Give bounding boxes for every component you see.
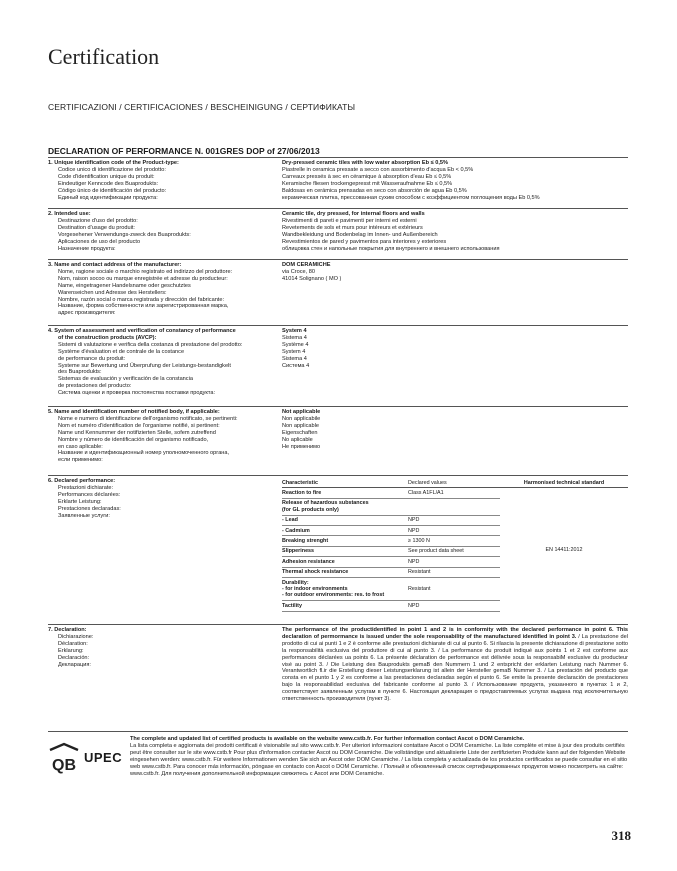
table-cell: NPD: [408, 515, 500, 525]
label: de performance du produit:: [58, 355, 126, 362]
section-6-labels: [48, 478, 273, 519]
divider: [48, 325, 628, 326]
section-7-text: [282, 627, 628, 703]
value: Sistema 4: [282, 334, 307, 341]
label: Nombre, razón social o marca registrada y dirección del fabricante:: [58, 296, 225, 303]
section-3-values: [282, 262, 628, 283]
divider: [48, 624, 628, 625]
footer-bold: The complete and updated list of certified products is available on the website www.cstb.fr. For further information contact Ascot o DOM Ceramiche.: [130, 736, 525, 742]
section-1-labels: [48, 160, 273, 201]
section-5-values: [282, 409, 628, 450]
table-cell: See product data sheet: [408, 546, 500, 556]
section-2-values: [282, 211, 628, 252]
label: Systeme sur Bewertung und Überprufung der Leistungs-bestandigkelt: [58, 362, 231, 369]
label: Prestaciones declaradas:: [58, 505, 121, 512]
value: 41014 Solignano ( MO ): [282, 275, 342, 282]
value: Non applicabile: [282, 415, 321, 422]
label: Aplicaciones de uso del producto: [58, 238, 141, 245]
label: Nom, raison socoo ou marque enregistrée et adresse du producteur:: [58, 275, 228, 282]
label: Erklarte Leistung:: [58, 498, 102, 505]
label: Déclaration:: [58, 640, 88, 647]
value: Eigenschaften: [282, 429, 318, 436]
label: 2. Intended use:: [48, 211, 91, 217]
label: Código único de identificación del producto:: [58, 187, 167, 194]
upec-logo: UPEC: [84, 750, 123, 765]
label: Название и идентификационный номер уполномоченного органа,: [58, 450, 230, 457]
label: Nome, ragione sociale o marchio registrato ed indirizzo del produttore:: [58, 268, 233, 275]
section-4: [48, 328, 628, 402]
section-1: [48, 160, 628, 206]
table-cell: NPD: [408, 601, 500, 611]
value: Ceramic tile, dry pressed, for internal floors and walls: [282, 211, 425, 217]
label: адрес производителя:: [58, 310, 116, 317]
label: 3. Name and contact address of the manufacturer:: [48, 262, 182, 268]
label: Warenseichen und Adresse des Herstellers:: [58, 289, 167, 296]
value: Dry-pressed ceramic tiles with low water absorption Eb ≤ 0,5%: [282, 160, 448, 166]
label: Name und Kennummer der notifizierten Stelle, sofem zutreffend: [58, 429, 216, 436]
label: Sistemas de evaluación y verificación de la constancia: [58, 376, 193, 383]
label: 6. Declared performance:: [48, 478, 116, 484]
label: des Buaprodukts:: [58, 369, 102, 376]
page-subtitle: CERTIFICAZIONI / CERTIFICACIONES / BESCHEINIGUNG / СЕРТИФИКАТЫ: [48, 102, 356, 112]
label: de prestaciones del producto:: [58, 383, 132, 390]
label: Prestazioni dichiarate:: [58, 484, 114, 491]
qb-logo-icon: [48, 742, 80, 774]
label: Sistemi di valutazione e verifica della costanza di prestazione del prodotto:: [58, 341, 243, 348]
value: Piastrelle in ceramica pressate a secco con assorbimento d'acqua Eb < 0,5%: [282, 166, 474, 173]
footer-text: La lista completa e aggiornata dei prodotti certificati è visionabile sul sito www.cstb.fr. Per ulteriori informazioni contattare Ascot o DOM Ceramiche. La liste complète et mise à jour des produits certifiés peut être consulter sur le site www.cstb.fr Pour plus d'information contacter Ascot ou DOM Ceramiche. Die vollständige und aktualisierte Liste der zertifizierten Produkte kann auf der folgenden Website eingesehen werden: www.cstb.fr. Für weitere Informationen wenden Sie sich an Ascot oder DOM Ceramiche. / La lista completa y actualizada de los productos certificados se puede consultar en el sitio web www.cstb.fr. Para conocer más información, póngase en contacto con Ascot o DOM Ceramiche. / Полный и обновленный список сертифицированных продуктов можно посмотреть на сайте: www.cstb.fr. Для получения дополнительной информации свяжитесь с Ascot или DOM Ceramiche.: [130, 742, 628, 777]
label: Единый код идентификации продукта:: [58, 194, 158, 201]
table-cell: Resistant: [408, 578, 500, 601]
label: Performances déclarées:: [58, 491, 121, 498]
label: Name, eingetragener Handelsname oder geschutztes: [58, 282, 191, 289]
page-number: 318: [611, 828, 631, 843]
value: Keramische fliesen trockengepresst mit Wasseraufnahme Eb ≤ 0,5%: [282, 180, 453, 187]
footer-note: [130, 736, 628, 777]
label: Declaración:: [58, 654, 90, 661]
value: Не применимо: [282, 443, 321, 450]
table-cell: [408, 498, 500, 515]
table-cell: Slipperiness: [282, 546, 408, 556]
table-cell: Release of hazardous substances (for GL products only): [282, 498, 408, 515]
label: 5. Name and identification number of notified body, if applicable:: [48, 409, 220, 415]
section-7-labels: [48, 627, 273, 668]
value: Sistema 4: [282, 355, 307, 362]
section-1-values: [282, 160, 628, 201]
value: Wandbekleidung und Bodenbelag im Innen- und Außenbereich: [282, 231, 438, 238]
value: облицовка стен и напольные покрытия для внутреннего и внешнего использования: [282, 245, 500, 252]
declaration-heading: DECLARATION OF PERFORMANCE N. 001GRES DOP of 27/06/2013: [48, 146, 320, 156]
value: Revetements de sols et murs pour intéreurs et extérieurs: [282, 224, 423, 231]
label: Nome e numero di identificazione dell'organismo notificato, se pertinenti:: [58, 415, 238, 422]
standard-cell: EN 14411:2012: [545, 546, 583, 553]
label: Destination d'usage du produit:: [58, 224, 135, 231]
label: Система оценки и проверка постоянства поставки продукта:: [58, 390, 216, 397]
value: Baldosas en cerámica prensadas en seco con absorción de agua Eb 0,5%: [282, 187, 467, 194]
value: System 4: [282, 328, 307, 334]
section-4-labels: [48, 328, 273, 397]
value: DOM CERAMICHE: [282, 262, 331, 268]
divider: [48, 475, 628, 476]
table-cell: NPD: [408, 526, 500, 536]
table-cell: Resistant: [408, 567, 500, 577]
label: Dichiarazione:: [58, 633, 94, 640]
table-cell: Breaking strenght: [282, 536, 408, 546]
label: 4. System of assessment and verification of constancy of performance: [48, 328, 236, 334]
section-3: [48, 262, 628, 322]
table-cell: NPD: [408, 557, 500, 567]
declaration-bold: The performance of the productidentified in point 1 and 2 is in conformity with the declared performance in point 6. This declaration of permormance is issued under the sole responsability of the manufactured identified in point 3.: [282, 627, 628, 640]
table-cell: Tactility: [282, 601, 408, 611]
divider: [48, 157, 628, 158]
table-row: [282, 488, 628, 498]
label: en caso aplicable:: [58, 443, 103, 450]
section-4-values: [282, 328, 628, 369]
value: Not applicable: [282, 409, 321, 415]
page-title: Certification: [48, 44, 160, 69]
label: Назначение продукта:: [58, 245, 116, 252]
label: Destinazione d'uso del prodotto:: [58, 217, 138, 224]
label: Заявленные услуги:: [58, 512, 110, 519]
value: Système 4: [282, 341, 309, 348]
label: если применимо:: [58, 457, 103, 464]
value: Carreaux pressés à sec en céramique à absorption d'eau Eb ≤ 0,5%: [282, 173, 452, 180]
section-2-labels: [48, 211, 273, 252]
label: Название, форма собственности или зарегистрированная марка,: [58, 303, 229, 310]
column-header: Harmonised technical standard: [500, 478, 628, 488]
divider: [48, 406, 628, 407]
divider: [48, 731, 628, 732]
value: Система 4: [282, 362, 310, 369]
performance-table: [282, 478, 628, 612]
label: 7. Declaration:: [48, 627, 87, 633]
table-header-row: [282, 478, 628, 488]
label: Système d'évaluation et de contrale de la costance: [58, 348, 185, 355]
label: Eindeutiger Kenncode des Buaprodukts:: [58, 180, 159, 187]
section-7: [48, 627, 628, 727]
table-cell: Thermal shock resistance: [282, 567, 408, 577]
label: Vorgesehener Verwendungs-zweck des Buaprodukts:: [58, 231, 191, 238]
value: via Croce, 80: [282, 268, 315, 275]
value: Non applicable: [282, 422, 320, 429]
label: of the construction products (AVCP):: [58, 334, 157, 341]
label: Erklarung:: [58, 647, 84, 654]
value: No aplicable: [282, 436, 313, 443]
declaration-text: / La prestazione del prodotto di cui ai punti 1 e 2 è conforme alle prestazioni dichiarate di cui al punto 6. Si rilascia la presente dichiarazione di prestazione sotto la responsabilità esclusiva del produttore di cui al punto 3. / La performance du produit indiqué aux points 1 et 2 est conforme aux performances déclarées ua points 6. La présente déclaration de performance est délivrée sous la responsabiM exclusive du producteur visé au point 3. / Die Leistung des Bauprodukts gemaB den Nummern 1 und 2 entspricht der erklarten Leistung nach Nummer 6. Verantwortlich fl.ir die Erstellung dieser Leistungserklarung ist allein der Hersteller gemaB Nummer 3. / La prestación del producto que consta en el punto 1 y 2 es conforme a las prestaciones declaradas según el punto 6. Se emite la presente declaración de prestaciones bajo la responsabilidad exclusiva del fabricante conforme al punto 3. / Использование продукта, указанного в пунктах 1 и 2, соответствует заявленным услугам в пункте 6. Настоящая декларация о предоставляемых услугах выдана под исключительную ответственность производителя (пункт 3).: [282, 633, 628, 703]
label: Codice unico di identificazione del prodotto:: [58, 166, 166, 173]
value: Rivestimenti di pareti e pavimenti per interni ed esterni: [282, 217, 417, 224]
table-cell: Class A1FL/A1: [408, 488, 500, 498]
value: керамическая плитка, прессованная сухим способом с коэффициентом поглощения воды Eb 0,5%: [282, 194, 540, 201]
column-header: Declared values: [408, 478, 500, 488]
table-cell: Durability: - for indoor environments - for outdoor environments: res. to frost: [282, 578, 408, 601]
table-cell: Reaction to fire: [282, 488, 408, 498]
column-header: Characteristic: [282, 478, 408, 488]
value: System 4: [282, 348, 306, 355]
label: Nom et numéro d'identification de l'organisme notifié, si pertinent:: [58, 422, 220, 429]
label: Code d'identification unique du produit:: [58, 173, 155, 180]
table-cell: - Cadmium: [282, 526, 408, 536]
value: Revestimientos de pared y pavimentos para interiores y exteriores: [282, 238, 447, 245]
section-5: [48, 409, 628, 471]
table-cell: Adhesion resistance: [282, 557, 408, 567]
section-5-labels: [48, 409, 273, 464]
table-cell: ≥ 1300 N: [408, 536, 500, 546]
section-2: [48, 211, 628, 257]
label: Nombre y número de identificación del organismo notificado,: [58, 436, 209, 443]
divider: [48, 208, 628, 209]
divider: [48, 259, 628, 260]
table-cell: - Lead: [282, 515, 408, 525]
label: 1. Unique identification code of the Product-type:: [48, 160, 179, 166]
qb-logo-text: QB: [52, 757, 76, 774]
section-3-labels: [48, 262, 273, 317]
label: Декларация:: [58, 661, 91, 668]
